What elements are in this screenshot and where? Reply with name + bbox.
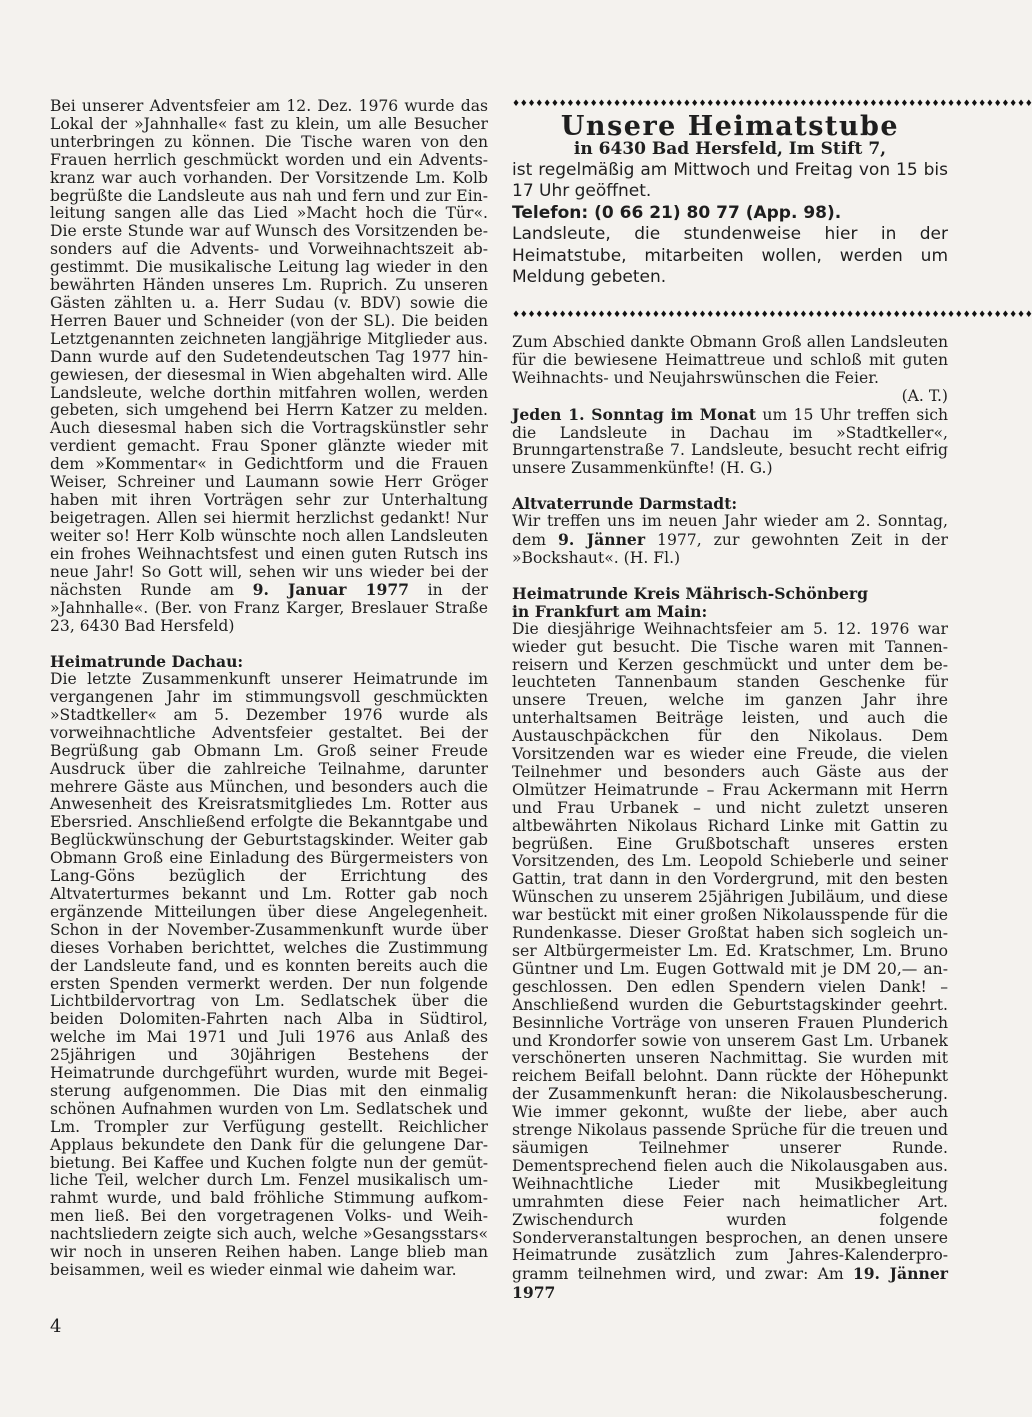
ad-subtitle: in 6430 Bad Hersfeld, Im Stift 7, [573, 138, 887, 159]
article-jahnhalle-date: 9. Januar 1977 [252, 580, 410, 600]
frankfurt-date: 19. Jänner 1977 [512, 1264, 948, 1303]
signature-at: (A. T.) [901, 386, 948, 405]
heading-darmstadt: Altvaterrunde Darmstadt: [512, 494, 738, 514]
ornament-bottom: ♦♦♦♦♦♦♦♦♦♦♦♦♦♦♦♦♦♦♦♦♦♦♦♦♦♦♦♦♦♦♦♦♦♦♦♦♦♦♦♦♦♦♦♦♦♦♦♦♦♦♦♦♦♦♦♦♦♦♦♦♦♦♦♦♦♦♦ [512, 309, 1032, 320]
monthly-meeting-bold: Jeden 1. Sonntag im Monat [512, 404, 757, 424]
article-dachau: Die letzte Zusammenkunft unserer Heimatrunde im vergangenen Jahr im stimmungsvoll geschmückten »Stadtkeller« am 5. Dezember 1976 wurde als vorweihnachtliche Adventsfeier gestaltet. Bei der Begrüßung gab Obmann Lm. Groß seiner Freude Ausdruck über die zahlreiche Teilnahme, darunter mehrere Gäste aus München, und besonders auch die Anwesenheit des Kreisratsmitgliedes Lm. Rotter aus Ebersried. Anschließend erfolgte die Bekanntgabe und Beglückwünschung der Geburtstagskinder. Weiter gab Obmann Groß eine Einladung des Bürgermeisters von Lang-Göns bezüglich der Errichtung des Altvaterturmes bekannt und Lm. Rotter gab noch ergänzende Mitteilungen über diese Angelegenheit. Schon in der November-Zusammenkunft wurde über dieses Vorhaben berichttet, welches die Zustimmung der Landsleute fand, und es konnten bereits auch die ersten Spenden vermerkt werden. Der nun folgende Lichtbildervortrag von Lm. Sedlatschek über die beiden Dolomiten-Fahrten nach Alba in Südtirol, welche im Mai 1971 und Juli 1976 aus Anlaß des 25jährigen und 30jährigen Bestehens der Heimatrunde durchgeführt wurden, wurde mit Begeisterung aufgenommen. Die Dias mit den einmalig schönen Aufnahmen wurden von Lm. Sedlatschek und Lm. Trompler zur Verfügung gestellt. Reichlicher Applaus bekundete den Dank für die gelungene Darbietung. Bei Kaffee und Kuchen folgte nun der gemütliche Teil, welcher durch Lm. Fenzel musikalisch umrahmt wurde, und bald fröhliche Stimmung aufkommen ließ. Bei den vorgetragenen Volks- und Weihnachtsliedern zeigte sich auch, welche »Gesangsstars« wir noch in unseren Reihen haben. Lange blieb man beisammen, weil es wieder einmal wie daheim war. [50, 670, 488, 1279]
ad-volunteers: Landsleute, die stundenweise hier in der Heimatstube, mitarbeiten wollen, werden um Meldung gebeten. [512, 224, 948, 288]
frankfurt-text: Die diesjährige Weihnachtsfeier am 5. 12. 1976 war wieder gut besucht. Die Tische waren mit Tannenreisern und Kerzen geschmückt und unter dem beleuchteten Tannenbaum standen Geschenke für unsere Treuen, welche im ganzen Jahr ihre unterhaltsamen Beiträge leisten, und auch die Austauschpäckchen für den Nikolaus. Dem Vorsitzenden war es wieder eine Freude, die vielen Teilnehmer und besonders auch Gäste aus der Olmützer Heimatrunde – Frau Ackermann mit Herrn und Frau Urbanek – und nicht zuletzt unseren altbewährten Nikolaus Richard Linke mit Gattin zu begrüßen. Eine Grußbotschaft unseres ersten Vorsitzenden, des Lm. Leopold Schieberle und seiner Gattin, trat dann in den Vordergrund, mit den besten Wünschen zu unserem 25jährigen Jubiläum, und diese war bestückt mit einer großen Nikolausspende für die Rundenkasse. Dieser Großtat haben sich sogleich unser Altbürgermeister Lm. Ed. Kratschmer, Lm. Bruno Güntner und Lm. Eugen Gottwald mit je DM 20,— angeschlossen. Den edlen Spendern vielen Dank! – Anschließend wurden die Geburtstagskinder geehrt. Besinnliche Vorträge von unseren Frauen Plunderich und Krondorfer sowie von unserem Gast Lm. Urbanek verschönerten unseren Nachmittag. Sie wurden mit reichem Beifall belohnt. Dann rückte der Höhepunkt der Zusammenkunft heran: die Nikolausbescherung. Wie immer gekonnt, wußte der liebe, aber auch strenge Nikolaus passende Sprüche für die treuen und säumigen Teilnehmer unserer Runde. Dementsprechend fielen auch die Nikolausgaben aus. Weihnachtliche Lieder mit Musikbegleitung umrahmten diese Feier nach heimatlicher Art. Zwischendurch wurden folgende Sonderveranstaltungen besprochen, an denen unsere Heimatrunde zusätzlich zum Jahres-Kalenderprogramm teilnehmen wird, und zwar: Am [512, 619, 948, 1284]
right-column [512, 98, 1032, 1303]
ornament-top: ♦♦♦♦♦♦♦♦♦♦♦♦♦♦♦♦♦♦♦♦♦♦♦♦♦♦♦♦♦♦♦♦♦♦♦♦♦♦♦♦♦♦♦♦♦♦♦♦♦♦♦♦♦♦♦♦♦♦♦♦♦♦♦♦♦♦♦ [512, 99, 1032, 109]
heading-frankfurt-a: Heimatrunde Kreis Mährisch-Schönberg [512, 583, 869, 603]
heading-frankfurt-b: in Frankfurt am Main: [512, 601, 708, 621]
darmstadt-text-a: Wir treffen uns im neuen Jahr wieder am 2. Sonntag, dem [512, 512, 948, 550]
article-jahnhalle-text: Bei unserer Adventsfeier am 12. Dez. 1976 wurde das Lokal der »Jahnhalle« fast zu klein, um alle Besucher unterbringen zu können. Die Tische waren von den Frauen herrlich geschmückt worden und ein Adventskranz war auch vorhanden. Der Vorsitzende Lm. Kolb begrüßte die Landsleute aus nah und fern und zur Einleitung sangen alle das Lied »Macht hoch die Tür«. Die erste Stunde war auf Wunsch des Vorsitzenden besonders auf die Advents- und Vorweihnachtszeit abgestimmt. Die musikalische Leitung lag wieder in den bewährten Händen unseres Lm. Ruprich. Zu unseren Gästen zählten u. a. Herr Sudau (v. BDV) sowie die Herren Bauer und Schneider (von der SL). Die beiden Letztgenannten zeichneten langjährige Mitglieder aus. Dann wurde auf den Sudetendeutschen Tag 1977 hingewiesen, der diesesmal in Wien abgehalten wird. Alle Landsleute, welche dorthin mitfahren wollen, werden gebeten, sich umgehend bei Herrn Katzer zu melden. Auch diesesmal haben sich die Vortragskünstler sehr verdient gemacht. Frau Sponer glänzte wieder mit dem »Kommentar« in Gedichtform und die Frauen Weiser, Schreiner und Laumann sowie Herr Gröger haben mit ihren Vorträgen sehr zur Unterhaltung beigetragen. Allen sei hiermit herzlichst gedankt! Nur weiter so! Herr Kolb wünschte noch allen Landsleuten ein frohes Weihnachtsfest und einen guten Rutsch ins neue Jahr! So Gott will, sehen wir uns wieder bei der nächsten Runde am [50, 97, 488, 600]
article-jahnhalle [50, 98, 488, 636]
darmstadt-text-b: 1977, zur gewohnten Zeit in der »Bockshaut«. (H. Fl.) [512, 531, 948, 567]
article-frankfurt [512, 621, 948, 1303]
article-monthly-meeting [512, 406, 948, 479]
article-jahnhalle-end: in der »Jahnhalle«. (Ber. von Franz Karger, Breslauer Straße 23, 6430 Bad Hersfeld) [50, 581, 488, 636]
page-number: 4 [50, 1316, 62, 1337]
ad-phone: Telefon: (0 66 21) 80 77 (App. 98). [512, 202, 842, 223]
heading-dachau: Heimatrunde Dachau: [50, 652, 244, 672]
left-column [50, 98, 488, 1280]
ad-hours: ist regelmäßig am Mittwoch und Freitag von 15 bis 17 Uhr geöffnet. [512, 159, 948, 202]
heimatstube-ad [512, 98, 1032, 320]
article-darmstadt [512, 513, 948, 568]
ad-title: Unsere Heimatstube [560, 111, 900, 142]
monthly-meeting-text: um 15 Uhr treffen sich die Landsleute in Dachau im »Stadtkeller«, Brunngartenstraße 7. Landsleute, besucht recht eifrig unsere Zusammenkünfte! (H. G.) [512, 405, 948, 478]
darmstadt-date: 9. Jänner [558, 530, 646, 550]
article-farewell: Zum Abschied dankte Obmann Groß allen Landsleuten für die bewiesene Heimattreue und schloß mit guten Weihnachts- und Neujahrswünschen die Feier. [512, 333, 948, 387]
